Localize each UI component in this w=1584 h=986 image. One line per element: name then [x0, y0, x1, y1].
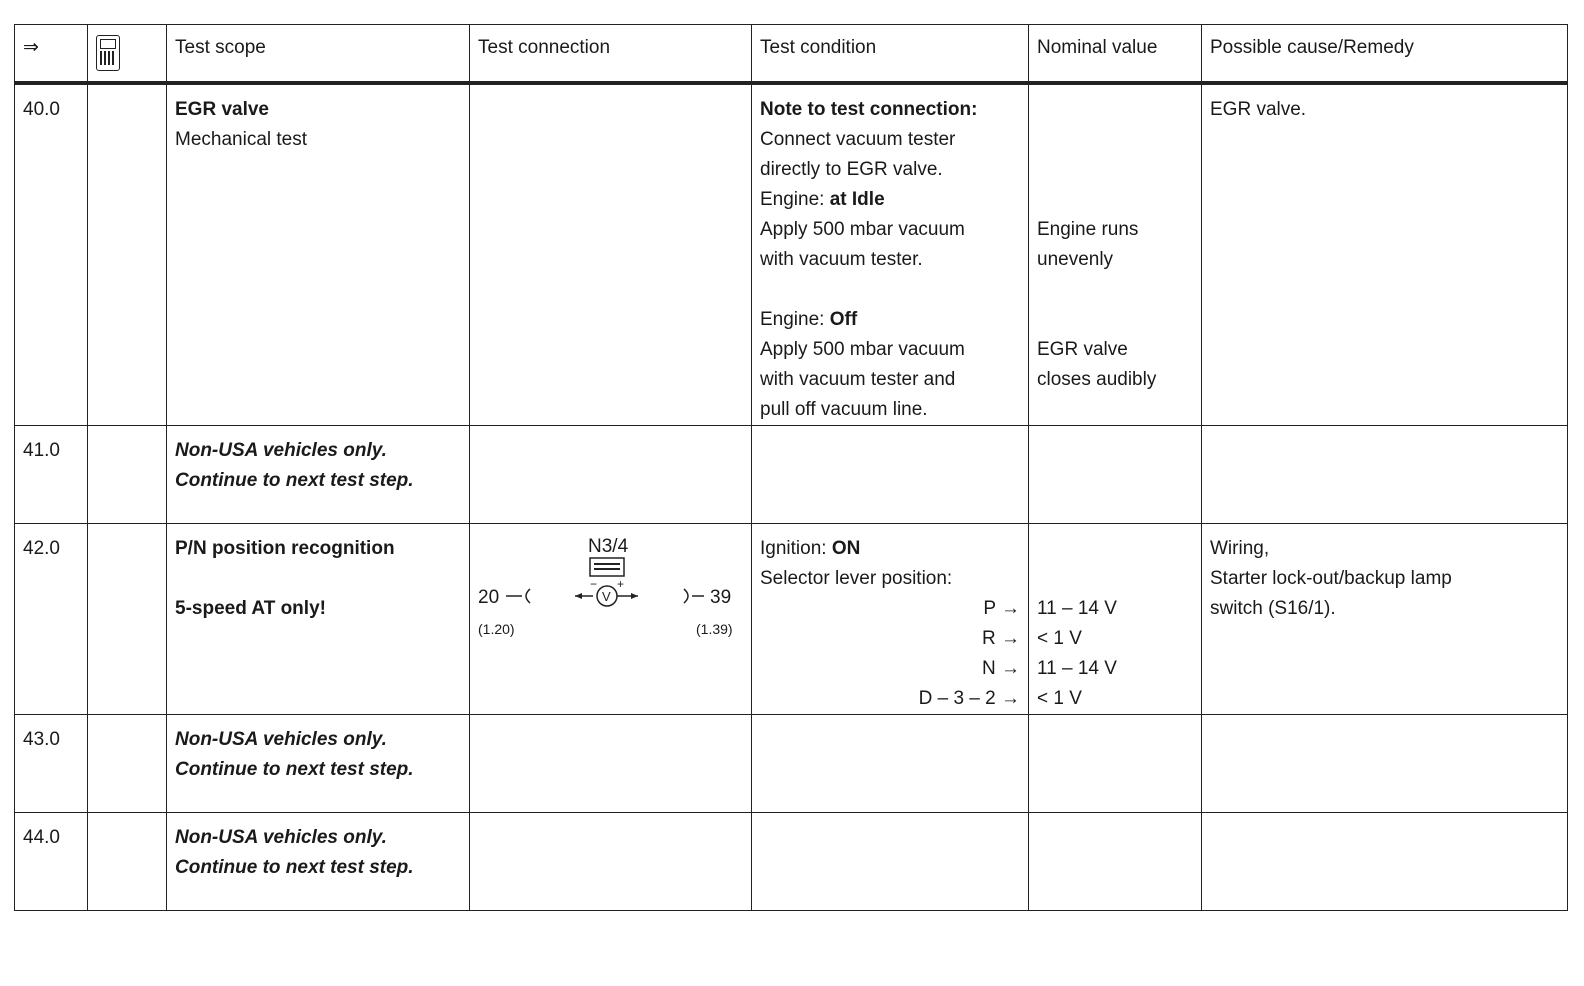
tester-device-icon [96, 35, 120, 71]
scope-subtitle: Mechanical test [175, 129, 308, 150]
header-nominal-value: Nominal value [1029, 25, 1202, 84]
remedy-line: switch (S16/1). [1210, 598, 1336, 619]
ignition-label: Ignition: [760, 538, 832, 559]
table-row [15, 83, 1568, 426]
step-number: 42.0 [15, 524, 88, 715]
step-number: 41.0 [15, 426, 88, 524]
connection-diagram [478, 534, 743, 694]
test-condition-cell [752, 426, 1029, 524]
left-connector-icon [526, 589, 530, 603]
condition-selector: Selector lever position: [760, 568, 953, 589]
test-condition-cell [752, 524, 1029, 715]
nominal-value-cell [1029, 426, 1202, 524]
nominal-line: closes audibly [1037, 369, 1157, 390]
header-test-condition: Test condition [752, 25, 1029, 84]
selector-position: P → [983, 598, 1020, 619]
selector-position: N → [982, 658, 1020, 679]
engine-state: at Idle [829, 189, 885, 210]
scope-title: P/N position recognition [175, 538, 395, 559]
tester-cell [88, 715, 167, 813]
condition-line: pull off vacuum line. [760, 399, 928, 420]
test-scope-cell [167, 83, 470, 426]
right-connector-icon [684, 589, 688, 603]
device-label: N3/4 [588, 536, 629, 557]
ignition-state: ON [831, 538, 861, 559]
svg-text:V: V [602, 589, 611, 604]
selector-position: D – 3 – 2 → [918, 688, 1020, 709]
scope-line: Non-USA vehicles only. [175, 440, 387, 461]
step-number: 40.0 [15, 83, 88, 426]
nominal-line: 11 – 14 V [1037, 598, 1117, 619]
left-pin-ref: (1.20) [478, 621, 515, 637]
test-scope-cell [167, 715, 470, 813]
remedy-cell [1202, 524, 1568, 715]
nominal-line: < 1 V [1037, 628, 1082, 649]
voltmeter-diagram [478, 556, 728, 666]
tester-cell [88, 813, 167, 911]
condition-line: directly to EGR valve. [760, 159, 943, 180]
header-test-connection: Test connection [470, 25, 752, 84]
remedy-line: Starter lock-out/backup lamp [1210, 568, 1452, 589]
scope-line: Non-USA vehicles only. [175, 827, 387, 848]
svg-text:+: + [617, 577, 625, 591]
condition-note: Note to test connection: [760, 99, 978, 120]
test-scope-cell [167, 524, 470, 715]
tester-cell [88, 426, 167, 524]
nominal-line: Engine runs [1037, 219, 1139, 240]
condition-line: Apply 500 mbar vacuum [760, 339, 965, 360]
scope-line: Continue to next test step. [175, 470, 414, 491]
test-connection-cell [470, 426, 752, 524]
header-arrow: ⇒ [15, 25, 88, 84]
remedy-cell [1202, 426, 1568, 524]
nominal-line: < 1 V [1037, 688, 1082, 709]
test-connection-cell [470, 715, 752, 813]
table-row [15, 813, 1568, 911]
right-pin: 39 [710, 587, 732, 608]
test-condition-cell [752, 715, 1029, 813]
table-row [15, 426, 1568, 524]
condition-ignition [760, 534, 1020, 564]
test-condition-cell [752, 813, 1029, 911]
engine-label: Engine: [760, 189, 830, 210]
tester-cell [88, 83, 167, 426]
header-test-scope: Test scope [167, 25, 470, 84]
condition-engine-idle [760, 185, 1020, 215]
scope-title: EGR valve [175, 99, 269, 120]
test-connection-cell [470, 813, 752, 911]
test-condition-cell [752, 83, 1029, 426]
table-header-row [15, 25, 1568, 84]
nominal-value-cell [1029, 524, 1202, 715]
test-table [14, 24, 1568, 911]
header-tester [88, 25, 167, 84]
nominal-value-cell [1029, 813, 1202, 911]
test-connection-cell [470, 83, 752, 426]
engine-label: Engine: [760, 309, 830, 330]
scope-line: Non-USA vehicles only. [175, 729, 387, 750]
svg-text:−: − [590, 577, 598, 591]
nominal-value-cell [1029, 83, 1202, 426]
selector-position: R → [982, 628, 1020, 649]
remedy-cell: EGR valve. [1202, 83, 1568, 426]
condition-line: Apply 500 mbar vacuum [760, 219, 965, 240]
remedy-cell [1202, 715, 1568, 813]
test-connection-cell [470, 524, 752, 715]
left-pin: 20 [478, 587, 500, 608]
nominal-value-cell [1029, 715, 1202, 813]
condition-line: Connect vacuum tester [760, 129, 956, 150]
step-number: 43.0 [15, 715, 88, 813]
remedy-line: Wiring, [1210, 538, 1270, 559]
test-scope-cell [167, 813, 470, 911]
condition-line: with vacuum tester and [760, 369, 956, 390]
nominal-line: 11 – 14 V [1037, 658, 1117, 679]
test-scope-cell [167, 426, 470, 524]
scope-line: Continue to next test step. [175, 759, 414, 780]
scope-subtitle: 5-speed AT only! [175, 598, 326, 619]
header-remedy: Possible cause/Remedy [1202, 25, 1568, 84]
engine-state: Off [829, 309, 858, 330]
right-pin-ref: (1.39) [696, 621, 733, 637]
table-row [15, 715, 1568, 813]
remedy-cell [1202, 813, 1568, 911]
nominal-line: EGR valve [1037, 339, 1128, 360]
tester-cell [88, 524, 167, 715]
condition-engine-off [760, 305, 1020, 335]
control-unit-icon [590, 558, 624, 576]
step-number: 44.0 [15, 813, 88, 911]
condition-line: with vacuum tester. [760, 249, 923, 270]
nominal-line: unevenly [1037, 249, 1114, 270]
table-row [15, 524, 1568, 715]
scope-line: Continue to next test step. [175, 857, 414, 878]
